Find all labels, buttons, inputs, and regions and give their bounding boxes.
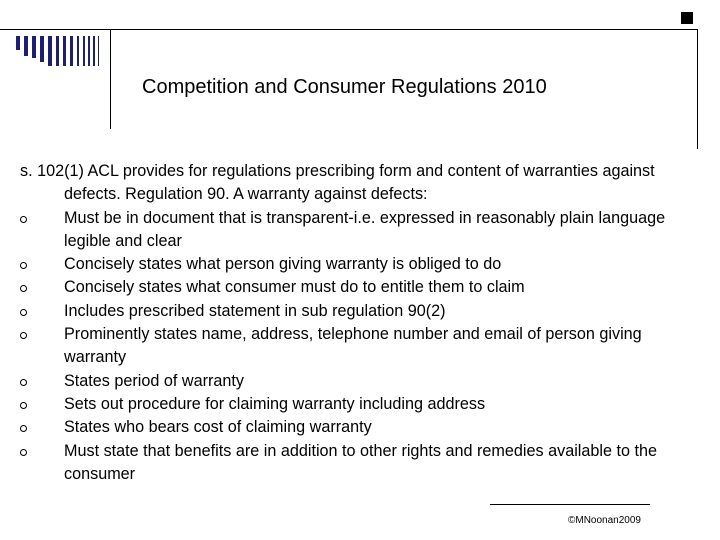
list-item — [20, 323, 700, 370]
list-item-text: States who bears cost of claiming warranty — [64, 418, 372, 437]
slide-body — [20, 160, 700, 486]
list-item-text: Concisely states what consumer must do to entitle them to claim — [64, 278, 525, 297]
decor-bar — [77, 36, 79, 66]
list-item — [20, 300, 700, 323]
decor-bar — [32, 36, 36, 58]
decor-bar — [88, 36, 90, 66]
right-rule — [697, 29, 698, 149]
list-item — [20, 207, 700, 254]
copyright-footer: ©MNoonan2009 — [568, 515, 641, 526]
hollow-bullet-icon — [20, 309, 27, 316]
decor-bar — [40, 36, 44, 62]
requirements-list — [20, 207, 700, 487]
top-rule-left — [0, 29, 110, 30]
decor-bar — [83, 36, 85, 66]
list-item — [20, 276, 700, 299]
decor-bar — [16, 36, 20, 50]
top-rule — [110, 29, 697, 30]
decor-bar — [70, 36, 73, 66]
list-item — [20, 416, 700, 439]
list-item — [20, 393, 700, 416]
hollow-bullet-icon — [20, 402, 27, 409]
list-item-text: Must be in document that is transparent-i.e. expressed in reasonably plain language legible and clear — [64, 208, 666, 250]
hollow-bullet-icon — [20, 449, 27, 456]
decor-bar — [24, 36, 28, 56]
list-item-text: Sets out procedure for claiming warranty including address — [64, 394, 486, 413]
decor-bar — [63, 36, 66, 66]
slide-title: Competition and Consumer Regulations 2010 — [142, 76, 547, 98]
hollow-bullet-icon — [20, 262, 27, 269]
corner-square-decoration — [681, 12, 693, 24]
hollow-bullet-icon — [20, 216, 27, 223]
hollow-bullet-icon — [20, 332, 27, 339]
list-item-text: States period of warranty — [64, 371, 244, 390]
decor-bar — [98, 36, 99, 66]
list-item — [20, 370, 700, 393]
list-item-text: Prominently states name, address, telephone number and email of person giving warranty — [64, 325, 642, 367]
list-item — [20, 440, 700, 487]
decor-bar — [48, 36, 52, 66]
footer-rule — [490, 504, 650, 505]
list-item-text: Includes prescribed statement in sub regulation 90(2) — [64, 301, 446, 320]
decor-bar — [93, 36, 95, 66]
left-vertical-rule — [110, 29, 111, 129]
list-item-text: Concisely states what person giving warranty is obliged to do — [64, 255, 502, 274]
list-item — [20, 253, 700, 276]
hollow-bullet-icon — [20, 425, 27, 432]
decor-bar — [56, 36, 59, 66]
list-item-text: Must state that benefits are in addition to other rights and remedies available to the consumer — [64, 441, 657, 483]
intro-paragraph: s. 102(1) ACL provides for regulations prescribing form and content of warranties against defects. Regulation 90. A warranty against defects: — [20, 162, 655, 204]
hollow-bullet-icon — [20, 285, 27, 292]
hollow-bullet-icon — [20, 379, 27, 386]
